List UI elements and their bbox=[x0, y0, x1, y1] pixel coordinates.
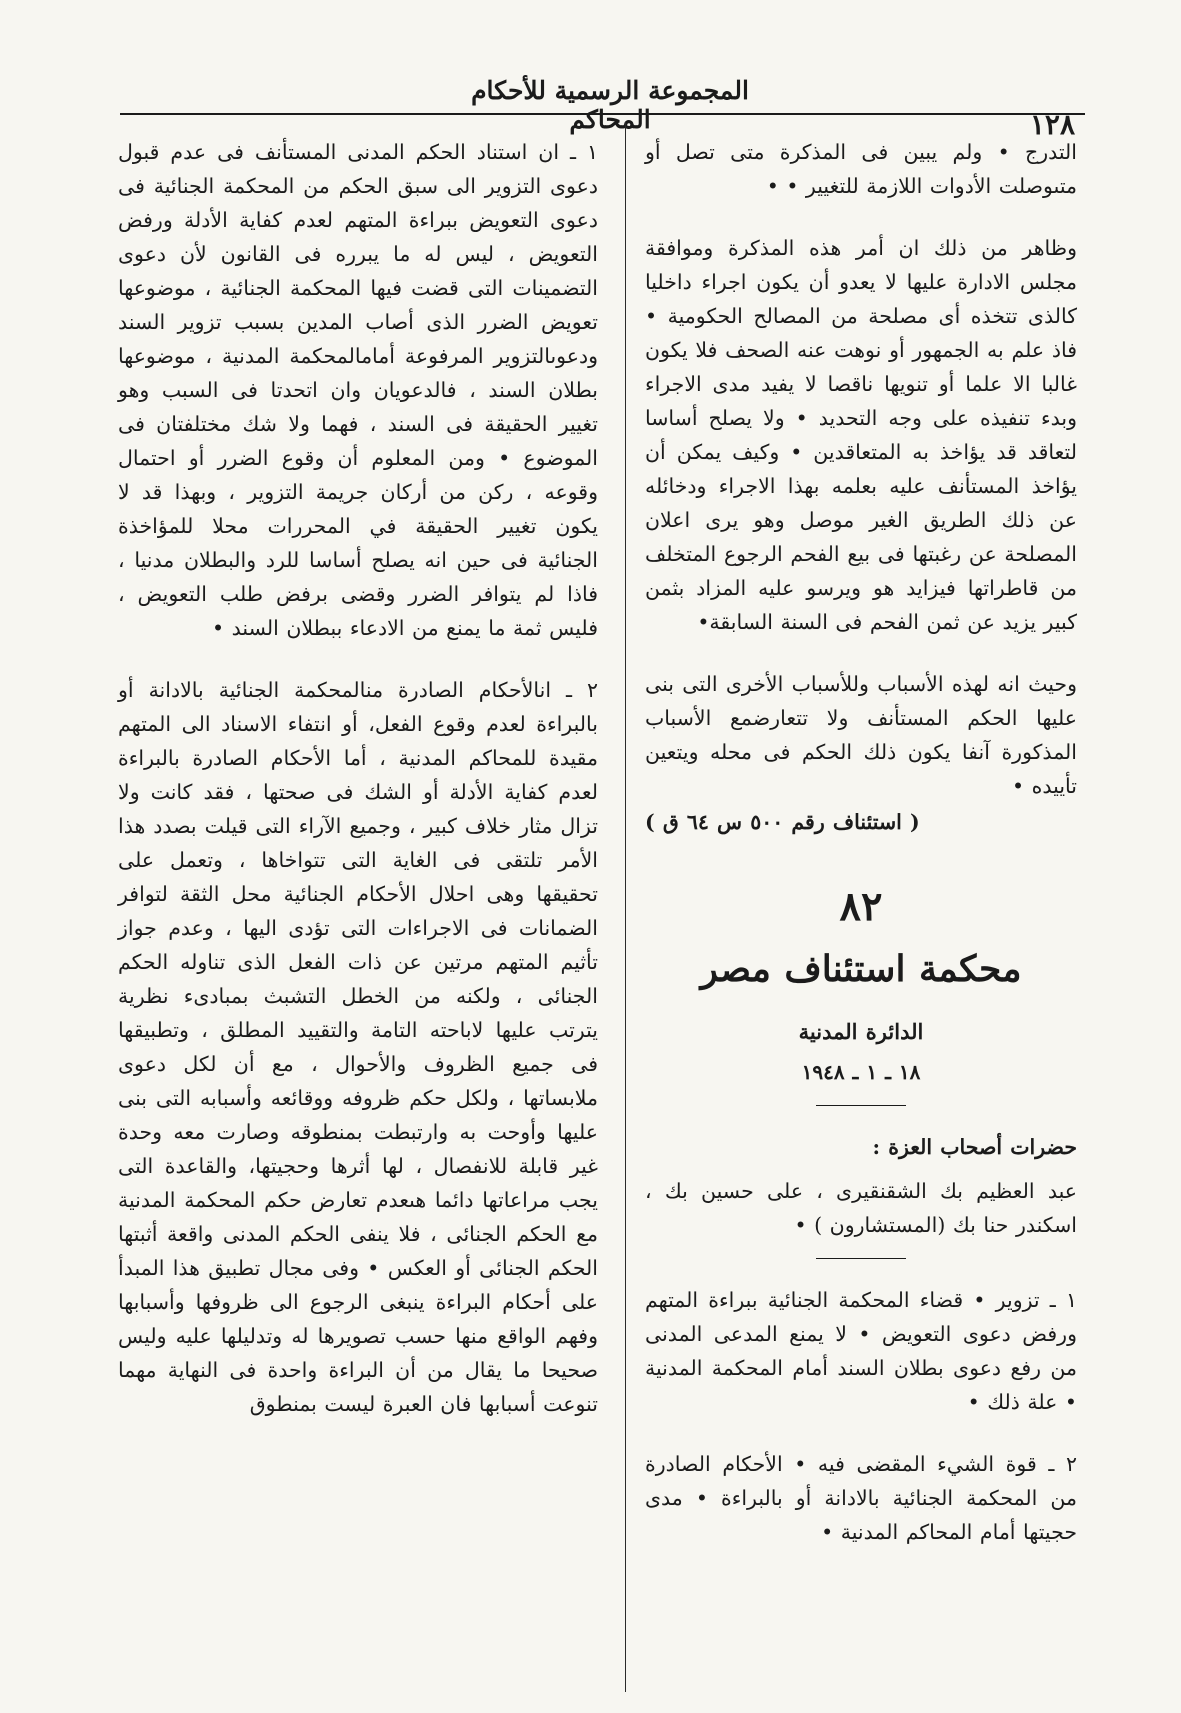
case-reference: ( استئناف رقم ٥٠٠ س ٦٤ ق ) bbox=[645, 810, 920, 834]
left-para-2: ٢ ـ انالأحكام الصادرة منالمحكمة الجنائية بالادانة أو بالبراءة لعدم وقوع الفعل، أو انتفاء الاسناد الى المتهم مقيدة للمحاكم المدنية ، أما الأحكام الصادرة بالبراءة لعدم كفاية الأدلة أو الشك فى صحتها ، فقد كانت ولا تزال مثار خلاف كبير ، وجميع الآراء التى قيلت بصدد هذا الأمر تلتقى فى الغاية التى تتواخاها ، وتعمل على تحقيقها وهى احلال الأحكام الجنائية محل الثقة لتوافر الضمانات فى الاجراءات التى تؤدى اليها ، وعدم جواز تأثيم المتهم مرتين عن ذات الفعل الذى تناوله الحكم الجنائى ، ولكنه من الخطل التشبث بمبادىء نظرية يترتب عليها لاباحته التامة والتقييد المطلق ، وتطبيقها فى جميع الظروف والأحوال ، مع أن لكل دعوى ملابساتها ، ولكل حكم ظروفه ووقائعه وأسبابه التى بنى عليها وأوحت به وارتبطت بمنطوقه وصارت معه وحدة غير قابلة للانفصال ، لها أثرها وحجيتها، والقاعدة التى يجب مراعاتها دائما هىعدم تعارض حكم المحكمة المدنية مع الحكم الجنائى ، فلا ينفى الحكم المدنى واقعة أثبتها الحكم الجنائى أو العكس • وفى مجال تطبيق هذا المبدأ على أحكام البراءة ينبغى الرجوع الى ظروفها وأسبابها وفهم الواقع منها حسب تصويرها له وتدليلها عليه وليس صحيحا ما يقال من أن البراءة واحدة فى النهاية مهما تنوعت أسبابها فان العبرة ليست بمنطوق bbox=[118, 678, 598, 1416]
right-para-2: وظاهر من ذلك ان أمر هذه المذكرة وموافقة مجلس الادارة عليها لا يعدو أن يكون اجراء داخليا كالذى تتخذه أى مصلحة من المصالح الحكومية • فاذ علم به الجمهور أو نوهت عنه الصحف فلا يكون غالبا الا علما أو تنويها ناقصا لا يفيد مدى الاجراء وبدء تنفيذه على وجه التحديد • ولا يصلح أساسا لتعاقد قد يؤاخذ به المتعاقدين • وكيف يمكن أن يؤاخذ المستأنف عليه بعلمه بهذا الاجراء ودخائله عن ذلك الطريق الغير موصل وهو يرى اعلان المصلحة عن رغبتها فى بيع الفحم الرجوع المتخلف من قاطراتها فيزايد هو ويرسو عليه المزاد بثمن كبير يزيد عن ثمن الفحم فى السنة السابقة• bbox=[645, 236, 1077, 634]
left-para-1: ١ ـ ان استناد الحكم المدنى المستأنف فى عدم قبول دعوى التزوير الى سبق الحكم من المحكمة الجنائية فى دعوى التعويض ببراءة المتهم لعدم كفاية الأدلة ورفض التعويض ، ليس له ما يبرره فى القانون لأن دعوى التضمينات التى قضت فيها المحكمة الجنائية ، موضوعها تعويض الضرر الذى أصاب المدين بسبب تزوير السند ودعوىالتزوير المرفوعة أمامالمحكمة المدنية ، موضوعها بطلان السند ، فالدعويان وان اتحدتا فى السبب وهو تغيير الحقيقة فى السند ، فهما ولا شك مختلفتان فى الموضوع • ومن المعلوم أن وقوع الضرر أو احتمال وقوعه ، ركن من أركان جريمة التزوير ، وبهذا قد لا يكون تغيير الحقيقة في المحررات محلا للمؤاخذة الجنائية فى حين انه يصلح أساسا للرد والبطلان مدنيا ، فاذا لم يتوافر الضرر وقضى برفض طلب التعويض ، فليس ثمة ما يمنع من الادعاء ببطلان السند • bbox=[118, 140, 598, 640]
court-name: محكمة استئناف مصر bbox=[700, 948, 1022, 990]
section-rule-2 bbox=[816, 1258, 906, 1259]
right-para-3: وحيث انه لهذه الأسباب وللأسباب الأخرى التى بنى عليها الحكم المستأنف ولا تتعارضمع الأسباب المذكورة آنفا يكون ذلك الحكم فى محله ويتعين تأييده • bbox=[645, 672, 1077, 798]
right-para-1: التدرج • ولم يبين فى المذكرة متى تصل أو متىوصلت الأدوات اللازمة للتغيير • • bbox=[645, 140, 1077, 198]
judges-names: عبد العظيم بك الشقنقيرى ، على حسين بك ، اسكندر حنا بك (المستشارون ) • bbox=[645, 1179, 1077, 1237]
page-number: ١٢٨ bbox=[1029, 108, 1075, 141]
summary-2: ٢ ـ قوة الشيء المقضى فيه • الأحكام الصادرة من المحكمة الجنائية بالادانة أو بالبراءة • مدى حجيتها أمام المحاكم المدنية • bbox=[645, 1452, 1077, 1544]
judgment-date: ١٨ ـ ١ ـ ١٩٤٨ bbox=[801, 1060, 921, 1084]
right-column bbox=[645, 135, 1077, 1549]
column-divider bbox=[625, 122, 626, 1692]
running-title: المجموعة الرسمية للأحكام المحاكم bbox=[471, 76, 749, 134]
summary-1: ١ ـ تزوير • قضاء المحكمة الجنائية ببراءة المتهم ورفض دعوى التعويض • لا يمنع المدعى المدنى من رفع دعوى بطلان السند أمام المحكمة المدنية • علة ذلك • bbox=[645, 1288, 1077, 1414]
chamber: الدائرة المدنية bbox=[798, 1019, 924, 1044]
judges-label: حضرات أصحاب العزة : bbox=[872, 1135, 1077, 1159]
section-rule-1 bbox=[816, 1105, 906, 1106]
header-rule bbox=[120, 113, 1085, 115]
left-column bbox=[118, 135, 598, 1421]
case-number: ٨٢ bbox=[839, 883, 883, 930]
